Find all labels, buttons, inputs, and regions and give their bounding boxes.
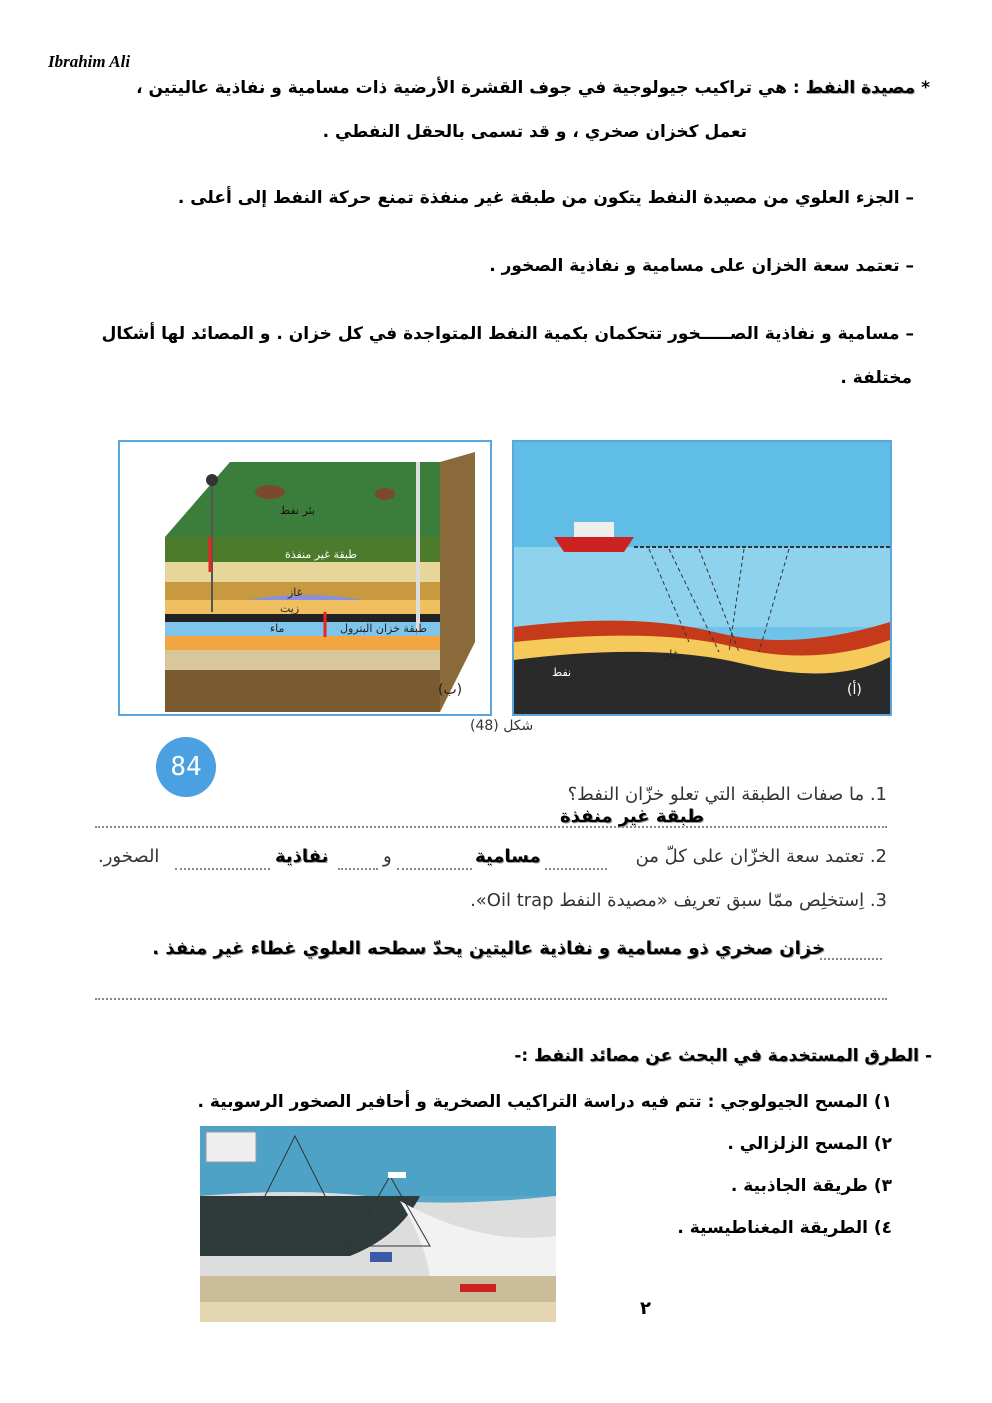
term-oil-trap: مصيدة النفط	[805, 78, 916, 98]
survey-diagram	[200, 1126, 556, 1322]
question-1: 1. ما صفات الطبقة التي تعلو خزّان النفط؟	[567, 784, 887, 805]
label-gas: غاز	[288, 586, 303, 599]
question-2-prefix: 2. تعتمد سعة الخزّان على كلّ من	[635, 846, 887, 867]
figure-tag-a: (أ)	[847, 682, 862, 698]
methods-heading-dash: -	[924, 1046, 932, 1066]
figure-tag-b: (ب)	[438, 682, 463, 698]
answer-line-1	[95, 826, 887, 828]
figure-oil-trap-block	[118, 440, 492, 716]
definition-line-1	[50, 70, 930, 106]
answer-1: طبقة غير منفذة	[560, 806, 705, 827]
answer-line-3b	[95, 998, 887, 1000]
methods-heading-end: :-	[514, 1046, 529, 1066]
oil-trap-diagram	[120, 442, 490, 714]
question-2-and: و	[383, 846, 392, 867]
bullet-star: *	[921, 78, 930, 98]
figure-seismic-survey	[512, 440, 892, 716]
label-gas-seismic: غاز	[664, 648, 679, 661]
answer-line-2a	[545, 868, 607, 870]
answer-line-2c	[338, 868, 378, 870]
method-gravity: ٣) طريقة الجاذبية .	[730, 1176, 892, 1196]
answer-2-porosity: مسامية	[475, 846, 541, 867]
survey-illustration	[200, 1126, 556, 1322]
answer-3: خزان صخري ذو مسامية و نفاذية عاليتين يحدّ سطحه العلوي غطاء غير منفذ .	[152, 938, 825, 959]
label-oil: زيت	[280, 602, 300, 615]
answer-line-2b	[397, 868, 472, 870]
figure-caption: شكل (48)	[470, 718, 534, 734]
methods-heading-text: الطرق المستخدمة في البحث عن مصائد النفط	[534, 1046, 920, 1066]
author-name: Ibrahim Ali	[48, 52, 131, 71]
label-water: ماء	[270, 622, 285, 635]
answer-line-3a	[820, 958, 882, 960]
definition-text: : هي تراكيب جيولوجية في جوف القشرة الأرضية ذات مسامية و نفاذية عاليتين ،	[136, 78, 800, 98]
label-oil-well: بئر نفط	[280, 504, 316, 517]
page-badge: 84	[156, 737, 216, 797]
method-seismic-survey: ٢) المسح الزلزالي .	[727, 1134, 892, 1154]
answer-2-permeability: نفاذية	[275, 846, 329, 867]
label-oil-seismic: نفط	[552, 666, 572, 679]
point-porosity-cont: مختلفة .	[840, 368, 912, 388]
question-2-suffix: الصخور.	[98, 846, 160, 867]
definition-line-2: تعمل كخزان صخري ، و قد تسمى بالحقل النفطي .	[322, 122, 747, 142]
point-impermeable-layer: – الجزء العلوي من مصيدة النفط يتكون من طبقة غير منفذة تمنع حركة النفط إلى أعلى .	[177, 188, 914, 208]
methods-heading	[332, 1038, 932, 1074]
point-capacity: – تعتمد سعة الخزان على مسامية و نفاذية الصخور .	[489, 256, 914, 276]
point-porosity: – مسامية و نفاذية الصـــــخور تتحكمان بكمية النفط المتواجدة في كل خزان . و المصائد لها أشكال	[101, 324, 914, 344]
question-3: 3. اِستخلِص ممّا سبق تعريف «مصيدة النفط Oil trap».	[470, 890, 887, 911]
method-magnetic: ٤) الطريقة المغناطيسية .	[677, 1218, 892, 1238]
answer-line-2d	[175, 868, 270, 870]
label-impermeable-layer: طبقة غير منفذة	[285, 548, 357, 561]
label-reservoir-layer: طبقة خزان البترول	[340, 622, 427, 635]
page-number: ٢	[640, 1298, 651, 1319]
method-geological-survey: ١) المسح الجيولوجي : تتم فيه دراسة التراكيب الصخرية و أحافير الصخور الرسوبية .	[197, 1092, 892, 1112]
